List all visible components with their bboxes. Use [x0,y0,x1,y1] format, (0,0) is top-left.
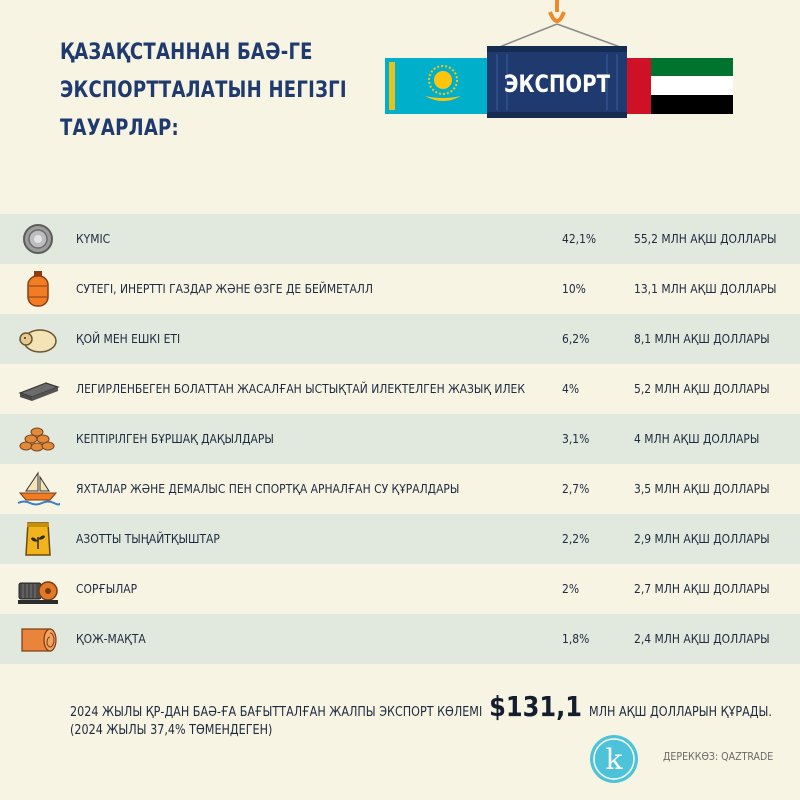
page-title [60,34,347,148]
table-row [0,564,800,614]
sheep-icon [16,319,60,359]
product-value: 4 МЛН АҚШ ДОЛЛАРЫ [634,431,760,446]
product-value: 3,5 МЛН АҚШ ДОЛЛАРЫ [634,481,770,496]
product-name: ЛЕГИРЛЕНБЕГЕН БОЛАТТАН ЖАСАЛҒАН ЫСТЫҚТАЙ ИЛЕКТЕЛГЕН ЖАЗЫҚ ИЛЕК [76,381,525,396]
container-label: ЭКСПОРТ [504,71,610,99]
product-value: 2,4 МЛН АҚШ ДОЛЛАРЫ [634,631,770,646]
title-line: ТАУАРЛАР: [60,116,179,141]
fertilizer-bag-icon [16,519,60,559]
product-value: 13,1 МЛН АҚШ ДОЛЛАРЫ [634,281,777,296]
k-logo-icon [588,733,640,785]
product-name: КҮМІС [76,231,111,246]
silver-coin-icon [16,219,60,259]
product-name: КЕПТІРІЛГЕН БҰРШАҚ ДАҚЫЛДАРЫ [76,431,274,446]
uae-flag-icon [625,58,733,114]
table-row [0,464,800,514]
product-value: 2,9 МЛН АҚШ ДОЛЛАРЫ [634,531,770,546]
export-container-illustration [385,0,735,125]
cotton-roll-icon [16,619,60,659]
total-amount: $131,1 [489,690,583,723]
table-row [0,214,800,264]
product-value: 8,1 МЛН АҚШ ДОЛЛАРЫ [634,331,770,346]
product-share: 2,2% [562,531,590,546]
logo-letter: k [605,743,623,776]
source-label: ДЕРЕККӨЗ: QAZTRADE [663,750,774,763]
product-share: 1,8% [562,631,590,646]
pump-icon [16,569,60,609]
table-row [0,364,800,414]
brand-logo [588,733,640,785]
title-line: ЭКСПОРТТАЛАТЫН НЕГІЗГІ [60,78,347,103]
crane-hook-icon [497,0,623,48]
table-row [0,414,800,464]
product-share: 6,2% [562,331,590,346]
legumes-icon [16,419,60,459]
table-row [0,314,800,364]
kazakhstan-flag-icon [385,58,490,114]
shipping-container-icon [487,46,627,118]
product-name: ҚОЙ МЕН ЕШКІ ЕТІ [76,331,181,346]
product-value: 5,2 МЛН АҚШ ДОЛЛАРЫ [634,381,770,396]
table-row [0,264,800,314]
product-share: 10% [562,281,586,296]
product-name: СОРҒЫЛАР [76,581,138,596]
product-value: 2,7 МЛН АҚШ ДОЛЛАРЫ [634,581,770,596]
product-name: ЯХТАЛАР ЖӘНЕ ДЕМАЛЫС ПЕН СПОРТҚА АРНАЛҒАН СУ ҚҰРАЛДАРЫ [76,481,460,496]
yacht-icon [16,469,60,509]
gas-cylinder-icon [16,269,60,309]
summary-before: 2024 ЖЫЛЫ ҚР-ДАН БАӘ-ҒА БАҒЫТТАЛҒАН ЖАЛПЫ ЭКСПОРТ КӨЛЕМІ [70,705,483,720]
product-share: 42,1% [562,231,597,246]
export-illustration [385,0,735,125]
export-table [0,214,800,664]
product-share: 3,1% [562,431,590,446]
product-share: 2,7% [562,481,590,496]
product-share: 2% [562,581,580,596]
product-share: 4% [562,381,580,396]
table-row [0,614,800,664]
table-row [0,514,800,564]
product-name: ҚОЖ-МАҚТА [76,631,146,646]
title-line: ҚАЗАҚСТАННАН БАӘ-ГЕ [60,40,313,65]
product-value: 55,2 МЛН АҚШ ДОЛЛАРЫ [634,231,777,246]
steel-sheet-icon [16,369,60,409]
summary-after: МЛН АҚШ ДОЛЛАРЫН ҚҰРАДЫ. [588,705,772,720]
summary-note: (2024 ЖЫЛЫ 37,4% ТӨМЕНДЕГЕН) [70,723,273,738]
summary-line [70,690,772,723]
summary-text [70,690,770,738]
product-name: СУТЕГІ, ИНЕРТТІ ГАЗДАР ЖӘНЕ ӨЗГЕ ДЕ БЕЙМЕТАЛЛ [76,281,373,296]
product-name: АЗОТТЫ ТЫҢАЙТҚЫШТАР [76,531,220,546]
